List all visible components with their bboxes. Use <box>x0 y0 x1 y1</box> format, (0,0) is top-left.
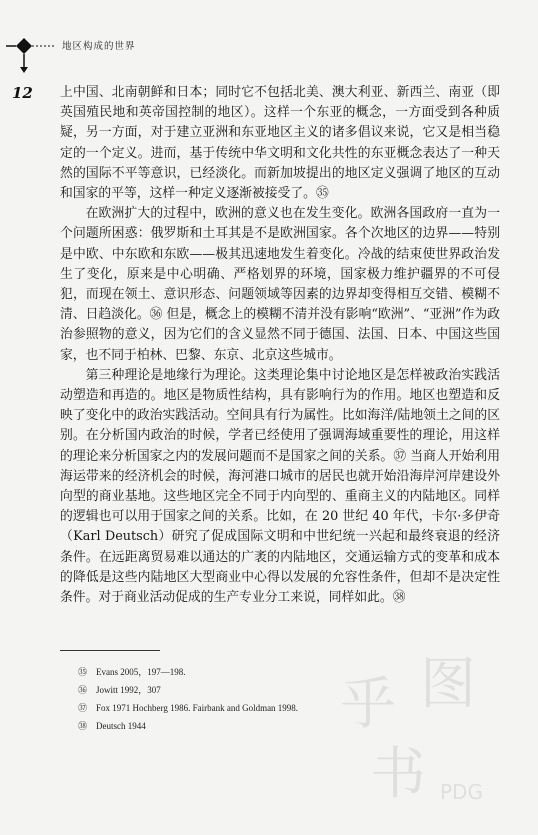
paragraph: 上中国、北南朝鲜和日本；同时它不包括北美、澳大利亚、新西兰、南亚（即英国殖民地和英帝国控制的地区）。这样一个东亚的概念，一方面受到各种质疑，另一方面，对于建立亚洲和东亚地区主义的诸多倡议来说，它又是相当稳定的一个定义。进而，基于传统中华文明和文化共性的东亚概念表达了一种天然的国际不平等意识，已经淡化。而新加坡提出的地区定义强调了地区的互动和国家的平等，这样一种定义逐渐被接受了。㉟ <box>60 85 500 202</box>
footnote-text: Deutsch 1944 <box>96 721 146 731</box>
paragraph: 第三种理论是地缘行为理论。这类理论集中讨论地区是怎样被政治实践活动塑造和再造的。地区是物质性结构，具有影响行为的作用。地区也塑造和反映了变化中的政治实践活动。空间具有行为属性。比如海洋/陆地领土之间的区别。在分析国内政治的时候，学者已经使用了强调海域重要性的理论，用这样的理论来分析国家之内的发展问题而不是国家之间的关系。㊲ 当商人开始利用海运带来的经济机会的时候，海河港口城市的居民也就开始沿海岸河岸建设外向型的商业基地。这些地区完全不同于内向型的、重商主义的内陆地区。同样的逻辑也可以用于国家之间的关系。比如，在 20 世纪 40 年代，卡尔·多伊奇（Karl Deutsch）研究了促成国际文明和中世纪统一兴起和最终衰退的经济条件。在远距离贸易难以通达的广袤的内陆地区，交通运输方式的变革和成本的降低是这些内陆地区大型商业中心得以发展的允容性条件，但却不是决定性条件。对于商业活动促成的生产专业分工来说，同样如此。㊳ <box>60 367 500 606</box>
footnote-mark: ㉟ <box>78 667 88 677</box>
footnote-text: Fox 1971 Hochberg 1986. Fairbank and Goldman 1998. <box>96 703 299 713</box>
footnote-mark: ㊲ <box>78 703 88 713</box>
page-number: 12 <box>12 84 33 102</box>
running-title: 地区构成的世界 <box>62 41 136 52</box>
paragraph: 在欧洲扩大的过程中，欧洲的意义也在发生变化。欧洲各国政府一直为一个问题所困惑：俄罗斯和土耳其是不是欧洲国家。各个次地区的边界——特别是中欧、中东欧和东欧——极其迅速地发生着变化。冷战的结束使世界政治发生了变化，原来是中心明确、严格划界的环境，国家极力维护疆界的不可侵犯，而现在领土、意识形态、问题领域等因素的边界却变得相互交错、模糊不清、日趋淡化。㊱ 但是，概念上的模糊不清并没有影响“欧洲”、“亚洲”作为政治参照物的意义，因为它们的含义显然不同于德国、法国、日本、中国这些国家，也不同于柏林、巴黎、东京、北京这些城市。 <box>60 206 500 363</box>
footnote-text: Jowitt 1992，307 <box>96 685 161 695</box>
watermark-text: PDG <box>440 780 483 804</box>
watermark-stamp: 乎 图 书 PDG <box>340 652 483 807</box>
footnote-text: Evans 2005，197—198. <box>96 667 186 677</box>
running-header <box>4 34 204 84</box>
footnote-divider <box>60 650 160 651</box>
footnote-mark: ㊱ <box>78 685 88 695</box>
footnote-mark: ㊳ <box>78 721 88 731</box>
body-text <box>60 83 500 608</box>
